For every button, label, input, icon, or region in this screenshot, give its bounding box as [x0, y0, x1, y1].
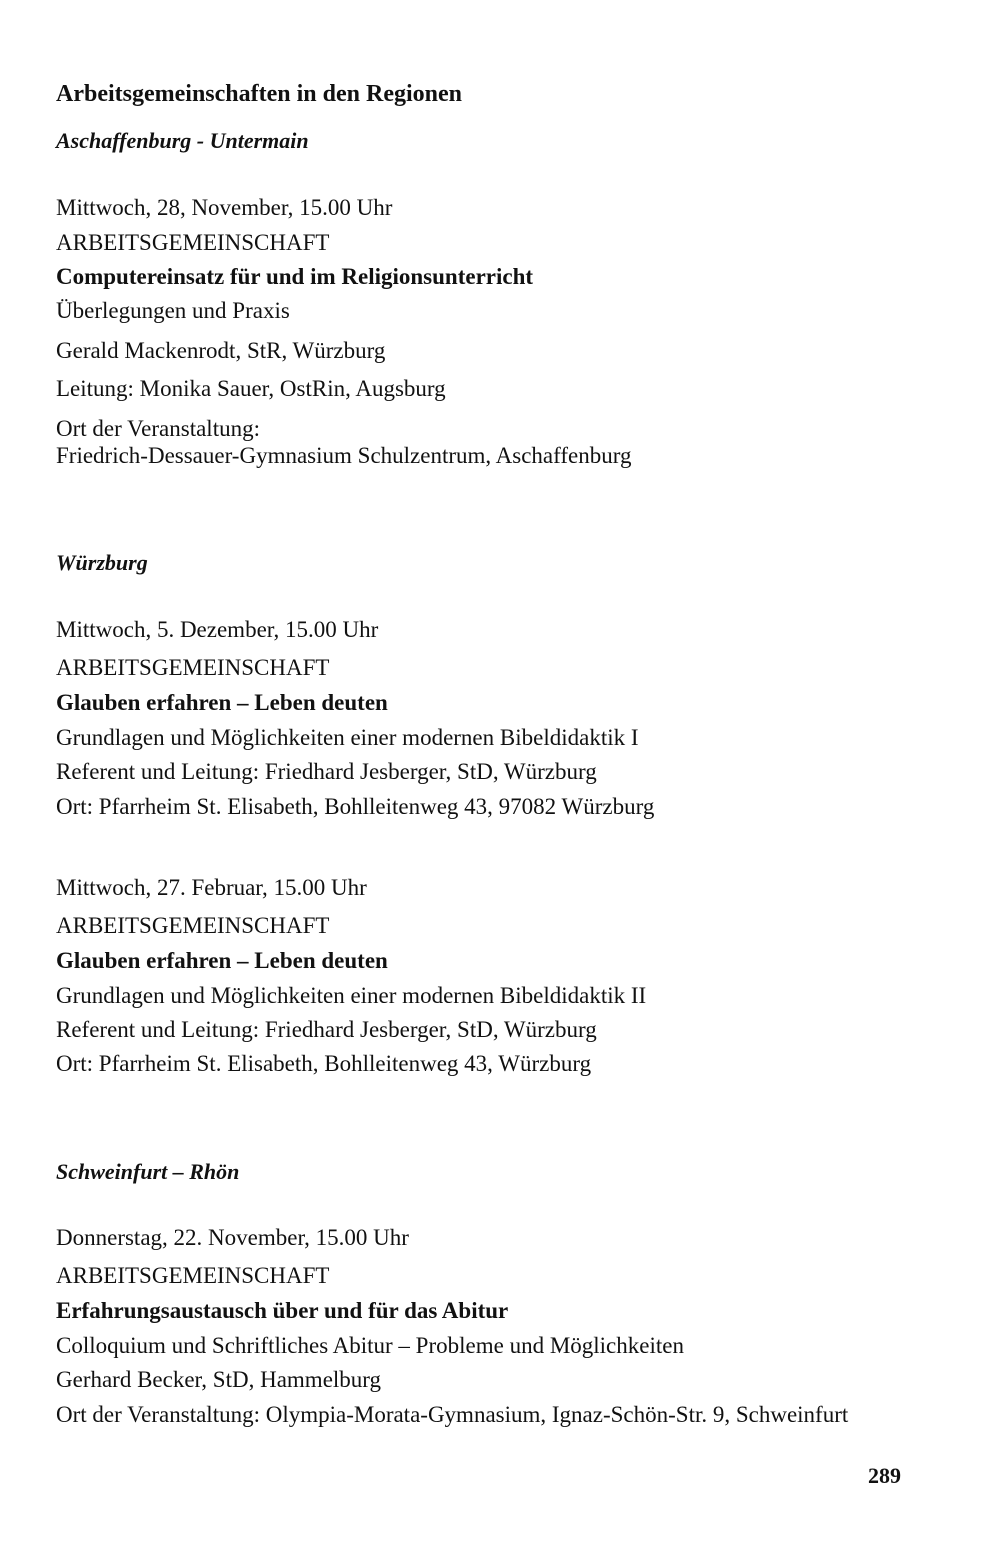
event-title: Computereinsatz für und im Religionsunterricht [56, 264, 534, 289]
page-number: 289 [868, 1463, 901, 1488]
region-heading-wuerzburg: Würzburg [56, 550, 148, 575]
event-type: ARBEITSGEMEINSCHAFT [56, 655, 330, 680]
event-date: Mittwoch, 28, November, 15.00 Uhr [56, 195, 393, 220]
event-title: Glauben erfahren – Leben deuten [56, 948, 388, 973]
event-title: Erfahrungsaustausch über und für das Abitur [56, 1298, 509, 1323]
event-speaker: Gerhard Becker, StD, Hammelburg [56, 1367, 382, 1392]
event-subtitle: Grundlagen und Möglichkeiten einer modernen Bibeldidaktik II [56, 983, 647, 1008]
page-heading: Arbeitsgemeinschaften in den Regionen [56, 81, 462, 107]
event-date: Mittwoch, 5. Dezember, 15.00 Uhr [56, 617, 379, 642]
event-subtitle: Colloquium und Schriftliches Abitur – Probleme und Möglichkeiten [56, 1333, 684, 1358]
event-leader: Referent und Leitung: Friedhard Jesberger, StD, Würzburg [56, 759, 597, 784]
event-title: Glauben erfahren – Leben deuten [56, 690, 388, 715]
event-type: ARBEITSGEMEINSCHAFT [56, 230, 330, 255]
event-leader: Referent und Leitung: Friedhard Jesberger, StD, Würzburg [56, 1017, 597, 1042]
event-location: Ort: Pfarrheim St. Elisabeth, Bohlleitenweg 43, 97082 Würzburg [56, 794, 655, 819]
event-location-label: Ort der Veranstaltung: [56, 416, 260, 441]
event-location: Ort: Pfarrheim St. Elisabeth, Bohlleitenweg 43, Würzburg [56, 1051, 592, 1076]
event-type: ARBEITSGEMEINSCHAFT [56, 913, 330, 938]
event-date: Donnerstag, 22. November, 15.00 Uhr [56, 1225, 409, 1250]
event-subtitle: Grundlagen und Möglichkeiten einer modernen Bibeldidaktik I [56, 725, 639, 750]
event-subtitle: Überlegungen und Praxis [56, 298, 290, 323]
event-leader: Leitung: Monika Sauer, OstRin, Augsburg [56, 376, 446, 401]
event-date: Mittwoch, 27. Februar, 15.00 Uhr [56, 875, 367, 900]
event-location: Ort der Veranstaltung: Olympia-Morata-Gymnasium, Ignaz-Schön-Str. 9, Schweinfurt [56, 1402, 849, 1427]
event-location: Friedrich-Dessauer-Gymnasium Schulzentrum, Aschaffenburg [56, 443, 632, 468]
event-type: ARBEITSGEMEINSCHAFT [56, 1263, 330, 1288]
region-heading-schweinfurt: Schweinfurt – Rhön [56, 1159, 240, 1184]
event-speaker: Gerald Mackenrodt, StR, Würzburg [56, 338, 386, 363]
region-heading-aschaffenburg: Aschaffenburg - Untermain [56, 128, 309, 153]
